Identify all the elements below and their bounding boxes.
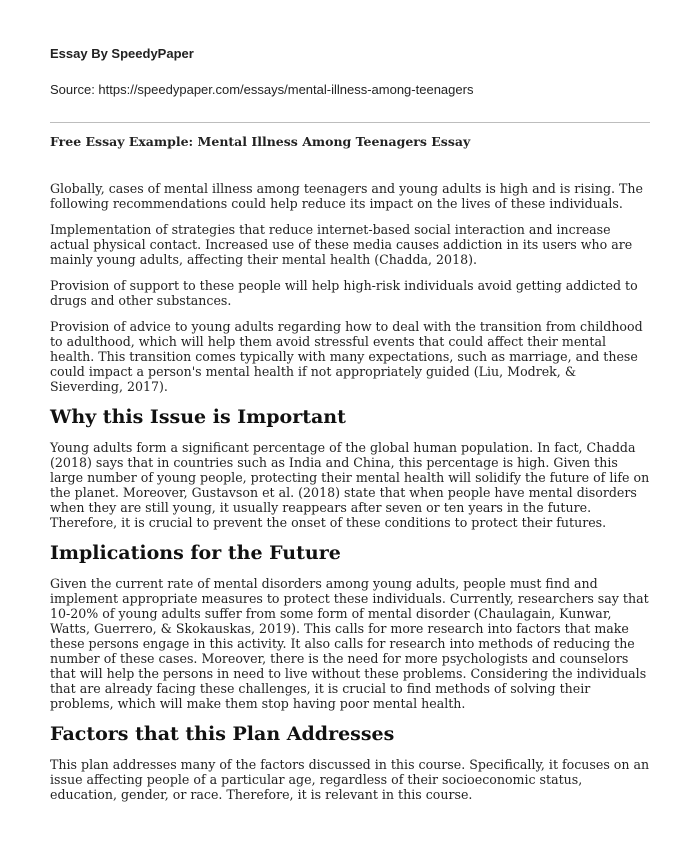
section-paragraph: Given the current rate of mental disorders among young adults, people must find and implement appropriate measures to protect these individuals. Currently, researchers say that 10-20% of young adults suffer from some form of mental disorder (Chaulagain, Kunwar, Watts, Guerrero, & Skokauskas, 2019). This calls for more research into factors that make these persons engage in this activity. It also calls for research into methods of reducing the number of these cases. Moreover, there is the need for more psychologists and counselors that will help the persons in need to live without these problems. Considering the individuals that are already facing these challenges, it is crucial to find methods of solving their problems, which will make them stop having poor mental health. [50, 576, 649, 711]
intro-paragraph: Implementation of strategies that reduce internet-based social interaction and increase actual physical contact. Increased use of these media causes addiction in its users who are mainly young adults, affecting their mental health (Chadda, 2018). [50, 222, 633, 267]
source-url: Source: https://speedypaper.com/essays/mental-illness-among-teenagers [50, 82, 474, 97]
section-heading-factors: Factors that this Plan Addresses [50, 723, 395, 745]
section-paragraph: Young adults form a significant percentage of the global human population. In fact, Chadda (2018) says that in countries such as India and China, this percentage is high. Given this large number of young people, protecting their mental health will solidify the future of life on the planet. Moreover, Gustavson et al. (2018) state that when people have mental disorders when they are still young, it usually reappears after seven or ten years in the future. Therefore, it is crucial to prevent the onset of these conditions to protect their futures. [50, 440, 650, 530]
intro-paragraph: Provision of support to these people will help high-risk individuals avoid getting addicted to drugs and other substances. [50, 278, 638, 308]
essay-title: Free Essay Example: Mental Illness Among Teenagers Essay [50, 134, 471, 149]
header-divider [50, 122, 650, 123]
intro-paragraph: Provision of advice to young adults regarding how to deal with the transition from childhood to adulthood, which will help them avoid stressful events that could affect their mental health. This transition comes typically with many expectations, such as marriage, and these could impact a person's mental health if not appropriately guided (Liu, Modrek, & Sieverding, 2017). [50, 319, 643, 394]
section-heading-importance: Why this Issue is Important [50, 406, 346, 428]
intro-paragraph: Globally, cases of mental illness among teenagers and young adults is high and is rising. The following recommendations could help reduce its impact on the lives of these individuals. [50, 181, 643, 211]
section-heading-implications: Implications for the Future [50, 542, 341, 564]
section-paragraph: This plan addresses many of the factors discussed in this course. Specifically, it focuses on an issue affecting people of a particular age, regardless of their socioeconomic status, education, gender, or race. Therefore, it is relevant in this course. [50, 757, 650, 802]
brand-name: Essay By SpeedyPaper [50, 46, 194, 61]
